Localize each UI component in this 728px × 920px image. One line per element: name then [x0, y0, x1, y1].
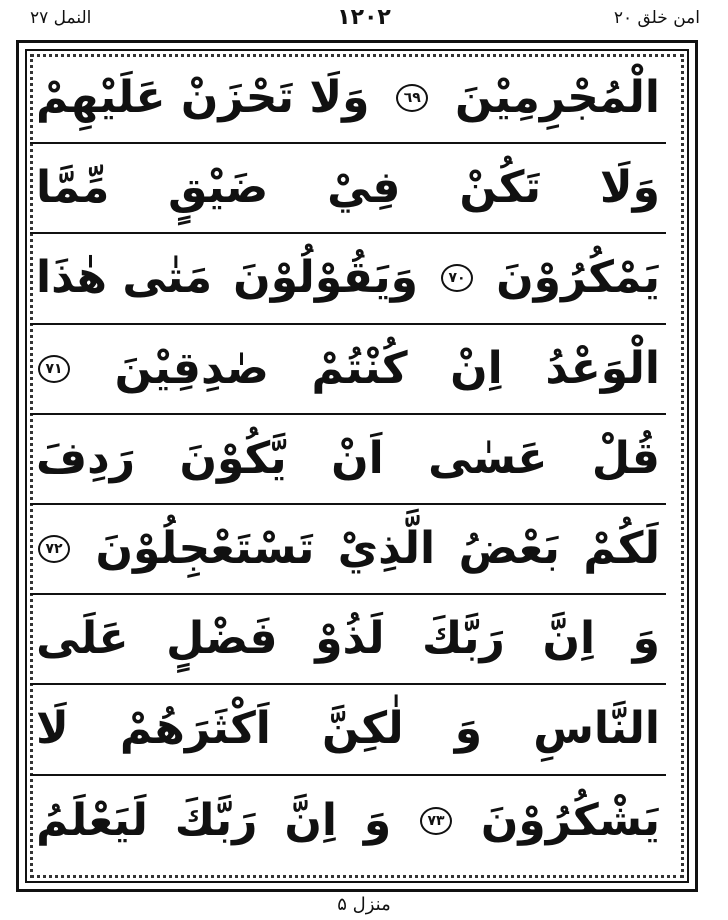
arabic-word: وَلَا تَحْزَنْ عَلَيْهِمْ: [36, 72, 370, 124]
arabic-word: النَّاسِ: [533, 703, 660, 755]
arabic-word: لَيَعْلَمُ: [36, 794, 148, 846]
arabic-word: الْمُجْرِمِيْنَ: [455, 72, 660, 124]
manzil-label: منزل ۵: [337, 894, 391, 915]
arabic-word: لَا: [36, 703, 69, 755]
arabic-word: رَبَّكَ: [174, 794, 258, 846]
arabic-word: اِنْ: [450, 342, 503, 394]
arabic-word: لٰكِنَّ: [321, 703, 404, 755]
juz-label: امن خلق ۲۰: [613, 8, 700, 28]
arabic-word: اَنْ: [331, 432, 384, 484]
text-line: [30, 325, 666, 415]
text-line: [30, 685, 666, 775]
arabic-word: اِنَّ: [284, 794, 337, 846]
arabic-word: مِّمَّا: [36, 162, 110, 214]
arabic-word: يَشْكُرُوْنَ: [480, 794, 660, 846]
ayah-number-marker: ٧١: [38, 355, 70, 383]
arabic-word: قُلْ: [591, 432, 660, 484]
arabic-word: الْوَعْدُ: [545, 342, 660, 394]
ayah-number-marker: ٧٢: [38, 535, 70, 563]
arabic-word: لَذُوْ: [315, 613, 385, 665]
arabic-word: يَمْكُرُوْنَ: [496, 252, 660, 304]
arabic-word: يَّكُوْنَ: [179, 432, 287, 484]
text-line: [30, 505, 666, 595]
text-line: [30, 234, 666, 324]
arabic-word: وَلَا: [599, 162, 660, 214]
arabic-word: وَ: [454, 703, 483, 755]
arabic-word: فَضْلٍ: [166, 613, 278, 665]
page-number: ۱۲۰۲: [337, 5, 391, 30]
quran-text-block: [30, 54, 666, 884]
arabic-word: عَلَى: [36, 613, 129, 665]
ayah-number-marker: ٧٣: [420, 807, 452, 835]
arabic-word: رَدِفَ: [36, 432, 136, 484]
arabic-word: اَكْثَرَهُمْ: [119, 703, 271, 755]
arabic-word: وَ: [632, 613, 660, 665]
arabic-word: عَسٰى: [428, 432, 548, 484]
arabic-word: وَ: [363, 794, 392, 846]
arabic-word: اِنَّ: [542, 613, 596, 665]
text-line: [30, 776, 666, 866]
ayah-number-marker: ٦٩: [396, 84, 428, 112]
text-line: [30, 415, 666, 505]
page-header: [0, 4, 728, 38]
arabic-word: مَتٰى هٰذَا: [36, 252, 213, 304]
arabic-word: الَّذِيْ: [337, 523, 436, 575]
arabic-word: صٰدِقِيْنَ: [114, 342, 269, 394]
arabic-word: لَكُمْ: [583, 523, 660, 575]
ayah-number-marker: ٧٠: [441, 264, 473, 292]
arabic-word: فِيْ: [327, 162, 401, 214]
arabic-word: وَيَقُوْلُوْنَ: [233, 252, 418, 304]
arabic-word: ضَيْقٍ: [168, 162, 269, 214]
text-line: [30, 54, 666, 144]
arabic-word: بَعْضُ: [458, 523, 560, 575]
arabic-word: تَكُنْ: [459, 162, 542, 214]
surah-label: النمل ۲۷: [30, 8, 92, 28]
arabic-word: كُنْتُمْ: [311, 342, 408, 394]
arabic-word: رَبَّكَ: [422, 613, 505, 665]
arabic-word: تَسْتَعْجِلُوْنَ: [95, 523, 315, 575]
text-line: [30, 144, 666, 234]
text-line: [30, 595, 666, 685]
